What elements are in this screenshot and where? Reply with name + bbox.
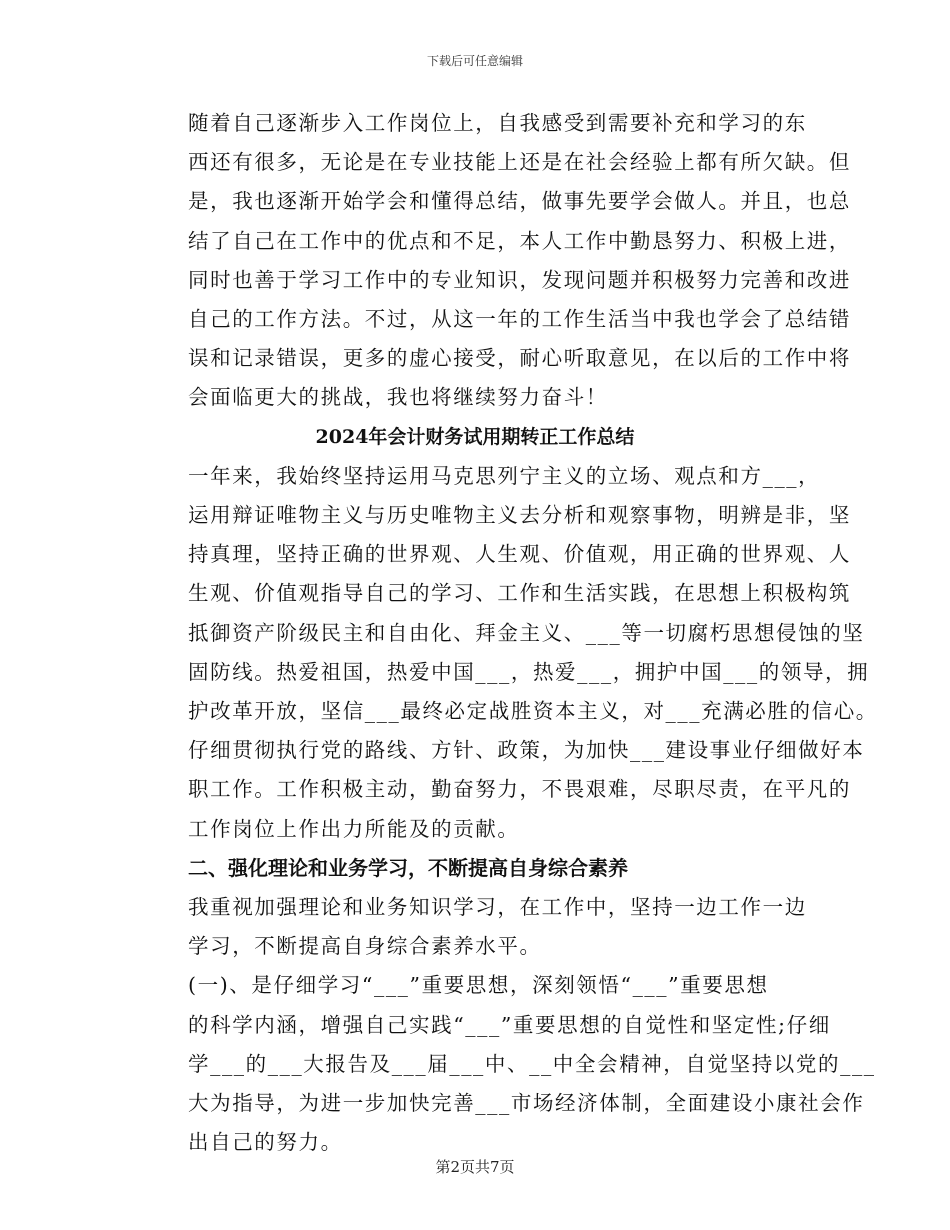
text-line: 自己的工作方法。不过，从这一年的工作生活当中我也学会了总结错 xyxy=(188,307,851,332)
text-line: 同时也善于学习工作中的专业知识，发现问题并积极努力完善和改进 xyxy=(188,267,851,292)
text-line: 学___的___大报告及___届___中、__中全会精神，自觉坚持以党的___ xyxy=(188,1051,876,1076)
paragraph-4 xyxy=(142,966,876,1162)
text-line: 持真理，坚持正确的世界观、人生观、价值观，用正确的世界观、人 xyxy=(188,542,851,567)
text-line: 一年来，我始终坚持运用马克思列宁主义的立场、观点和方___， xyxy=(188,463,821,488)
page-header: 下载后可任意编辑 xyxy=(426,54,523,68)
paragraph-3 xyxy=(142,888,808,966)
section-heading-2: 二、强化理论和业务学习，不断提高自身综合素养 xyxy=(188,855,628,880)
paragraph-1 xyxy=(142,104,851,418)
text-line: 是，我也逐渐开始学会和懂得总结，做事先要学会做人。并且，也总 xyxy=(188,189,851,214)
document-title: 2024年会计财务试用期转正工作总结 xyxy=(315,425,635,448)
text-line: 误和记录错误，更多的虚心接受，耐心听取意见，在以后的工作中将 xyxy=(188,346,851,371)
paragraph-2 xyxy=(142,457,878,849)
text-line: 随着自己逐渐步入工作岗位上，自我感受到需要补充和学习的东 xyxy=(188,111,807,135)
text-line: 结了自己在工作中的优点和不足，本人工作中勤恳努力、积极上进， xyxy=(188,228,851,253)
text-line: 运用辩证唯物主义与历史唯物主义去分析和观察事物，明辨是非，坚 xyxy=(188,503,851,528)
text-line: 仔细贯彻执行党的路线、方针、政策，为加快___建设事业仔细做好本 xyxy=(188,738,865,763)
text-line: 护改革开放，坚信___最终必定战胜资本主义，对___充满必胜的信心。 xyxy=(188,699,878,724)
text-line: 固防线。热爱祖国，热爱中国___，热爱___，拥护中国___的领导，拥 xyxy=(188,659,870,684)
text-line: 工作岗位上作出力所能及的贡献。 xyxy=(188,816,520,841)
text-line: 抵御资产阶级民主和自由化、拜金主义、___等一切腐朽思想侵蚀的坚 xyxy=(188,620,865,645)
text-line: 出自己的努力。 xyxy=(188,1130,343,1155)
text-line: 职工作。工作积极主动，勤奋努力，不畏艰难，尽职尽责，在平凡的 xyxy=(188,777,851,802)
text-line: 大为指导，为进一步加快完善___市场经济体制，全面建设小康社会作 xyxy=(188,1091,865,1116)
text-line: 会面临更大的挑战，我也将继续努力奋斗！ xyxy=(188,385,608,410)
document-body xyxy=(142,104,878,1162)
text-line: 的科学内涵，增强自己实践“___”重要思想的自觉性和坚定性;仔细 xyxy=(188,1012,831,1037)
text-line: 西还有很多，无论是在专业技能上还是在社会经验上都有所欠缺。但 xyxy=(188,150,851,175)
text-line: 学习，不断提高自身综合素养水平。 xyxy=(188,934,542,959)
page-footer: 第2页共7页 xyxy=(435,1158,515,1176)
text-line: 我重视加强理论和业务知识学习，在工作中，坚持一边工作一边 xyxy=(188,895,807,920)
text-line: (一)、是仔细学习“___”重要思想，深刻领悟“___”重要思想 xyxy=(188,973,769,998)
text-line: 生观、价值观指导自己的学习、工作和生活实践，在思想上积极构筑 xyxy=(188,581,851,606)
